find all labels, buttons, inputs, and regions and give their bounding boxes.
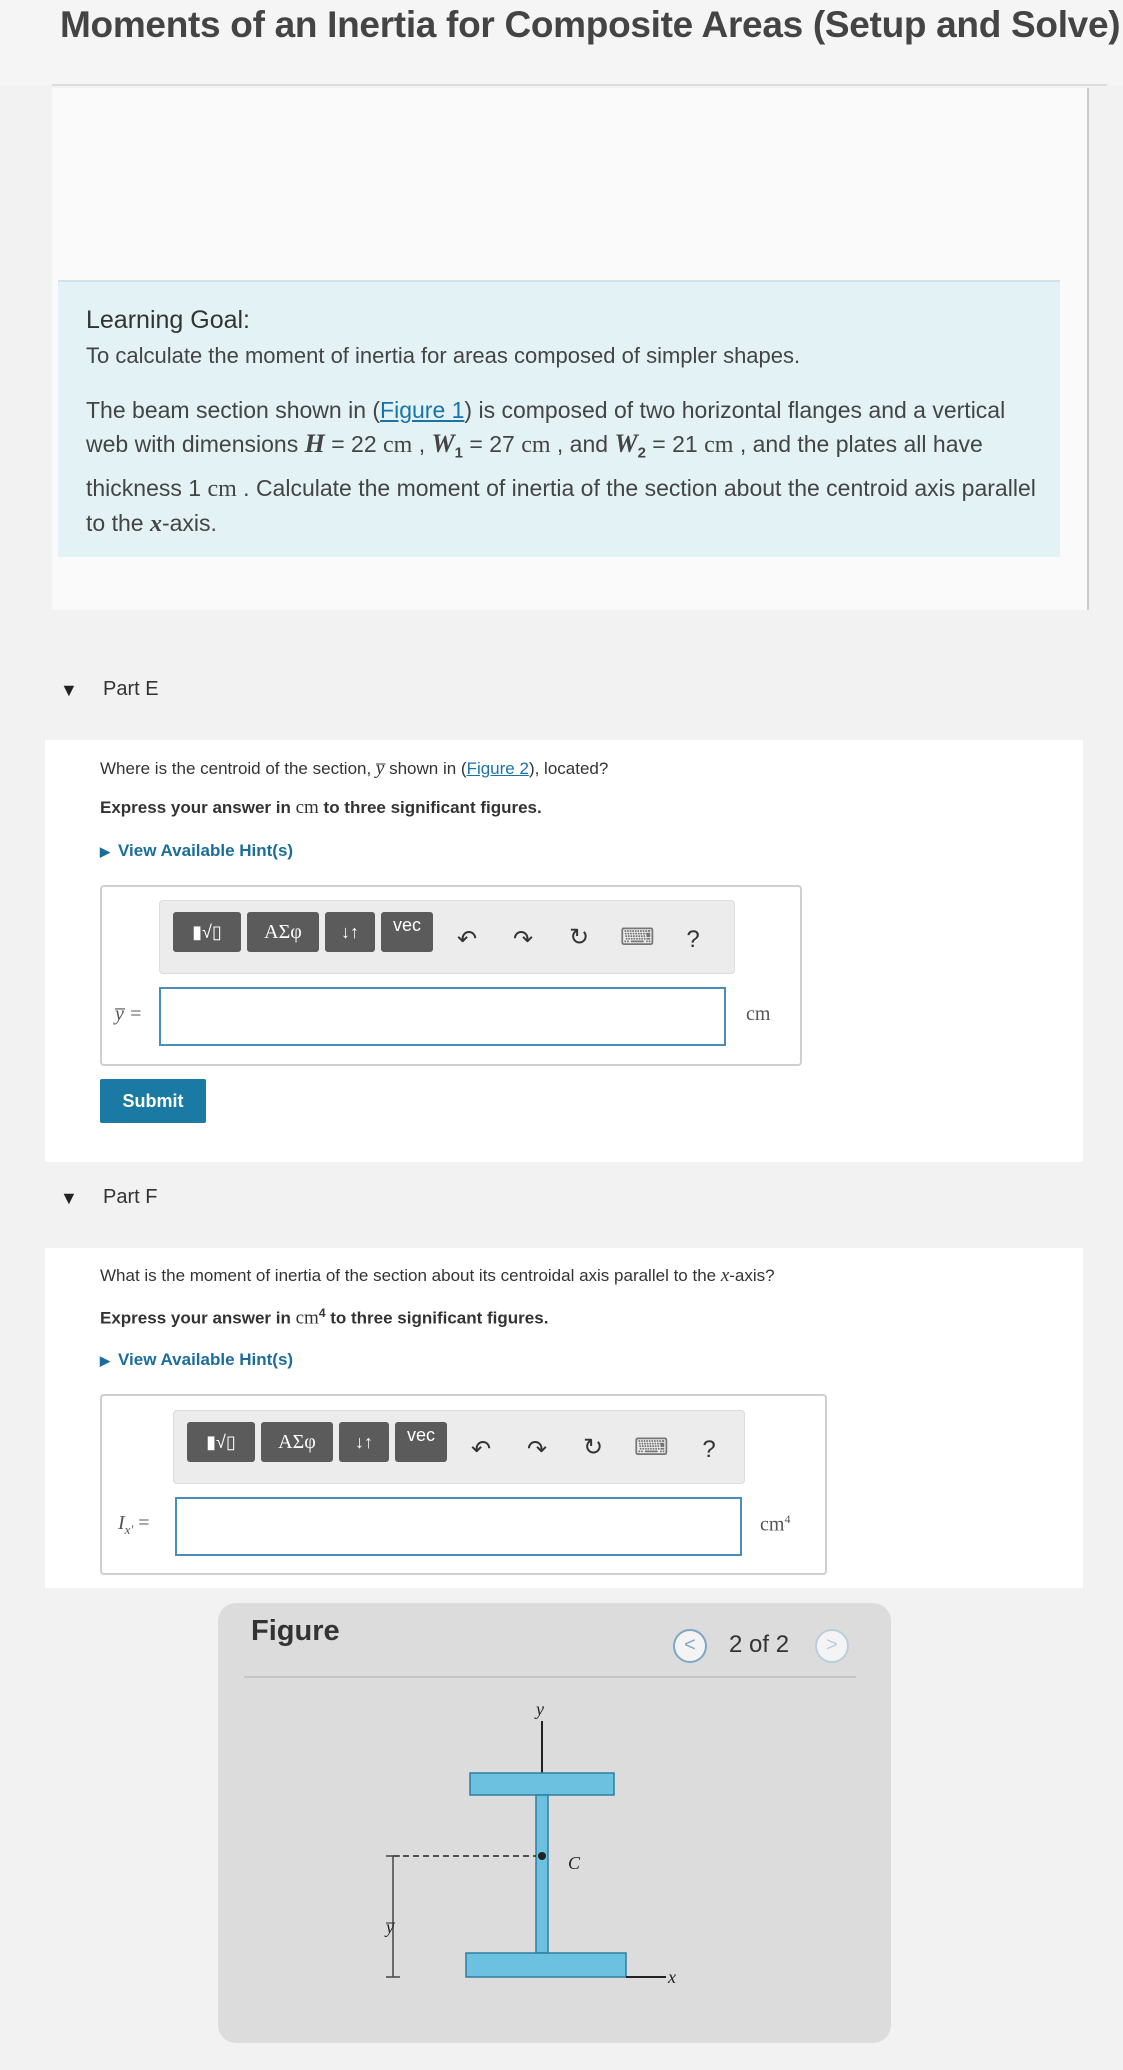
centroid-label: C (568, 1853, 581, 1873)
collapse-triangle-icon[interactable]: ▼ (60, 1188, 78, 1208)
part-e-variable-label: y̅ = (115, 1003, 143, 1025)
help-icon[interactable]: ? (686, 926, 700, 953)
part-f-variable-label: $I_{x'}$ = (118, 1512, 150, 1537)
part-e-answer-input[interactable] (159, 987, 726, 1046)
keyboard-icon[interactable]: ⌨ (634, 1434, 669, 1461)
part-f-instructions: Express your answer in $cm^4$ to three significant figures. (100, 1306, 549, 1329)
part-e-unit: cm (746, 1003, 771, 1025)
centroid-dot (538, 1852, 546, 1860)
learning-goal-heading: Learning Goal: (86, 306, 251, 334)
reset-icon[interactable]: ↻ (582, 1434, 604, 1461)
page-title: Moments of an Inertia for Composite Areas (Setup and Solve) (60, 4, 1121, 45)
keyboard-icon[interactable]: ⌨ (620, 924, 655, 951)
part-e-instructions: Express your answer in cm to three significant figures. (100, 797, 542, 818)
beam-section-diagram (218, 1603, 891, 2043)
figure-next-button[interactable]: > (815, 1629, 849, 1663)
part-f-unit: $cm^4$ (760, 1512, 791, 1536)
arrows-button[interactable]: ↓↑ (325, 912, 375, 952)
top-flange (470, 1773, 614, 1795)
learning-goal-text: To calculate the moment of inertia for areas composed of simpler shapes. (86, 343, 801, 368)
part-f-answer-input[interactable] (175, 1497, 742, 1556)
part-f-label: Part F (103, 1186, 158, 1208)
ybar-label: y̅ (386, 1917, 394, 1937)
y-axis-label: y (536, 1699, 544, 1719)
figure-2-link[interactable]: Figure 2 (466, 759, 529, 778)
undo-icon[interactable]: ↶ (470, 1436, 492, 1463)
part-e-hint-link[interactable]: ▶ View Available Hint(s) (100, 841, 294, 860)
bottom-flange (466, 1953, 626, 1977)
web (536, 1795, 548, 1953)
submit-button[interactable]: Submit (100, 1079, 206, 1123)
help-icon[interactable]: ? (702, 1436, 716, 1463)
arrows-button[interactable]: ↓↑ (339, 1422, 389, 1462)
undo-icon[interactable]: ↶ (456, 926, 478, 953)
redo-icon[interactable]: ↷ (526, 1436, 548, 1463)
right-divider (1087, 88, 1089, 610)
templates-button[interactable]: ▮√▯ (173, 912, 241, 952)
vector-button[interactable]: vec (381, 912, 433, 952)
part-e-question: Where is the centroid of the section, y̅ shown in (Figure 2), located? (100, 758, 609, 779)
x-axis-label: x (668, 1967, 676, 1987)
part-e-header[interactable] (0, 658, 1123, 720)
figure-1-link[interactable]: Figure 1 (380, 397, 465, 423)
reset-icon[interactable]: ↻ (568, 924, 590, 951)
collapse-triangle-icon[interactable]: ▼ (60, 680, 78, 700)
figure-prev-button[interactable]: < (673, 1629, 707, 1663)
redo-icon[interactable]: ↷ (512, 926, 534, 953)
vector-button[interactable]: vec (395, 1422, 447, 1462)
greek-symbols-button[interactable]: ΑΣφ (247, 912, 319, 952)
part-e-label: Part E (103, 678, 159, 700)
part-f-hint-link[interactable]: ▶ View Available Hint(s) (100, 1350, 294, 1369)
templates-button[interactable]: ▮√▯ (187, 1422, 255, 1462)
problem-statement: The beam section shown in (Figure 1) is composed of two horizontal flanges and a vertical web with dimensions H = 22 cm , $W_1 = 27$ cm , and $W_2 = 21$ cm , and the plates all have thickness 1 cm . Calculate the moment of inertia of the section about the centroid axis parallel to the x-axis. (86, 397, 1036, 537)
figure-title: Figure (251, 1615, 340, 1647)
part-f-header[interactable] (0, 1166, 1123, 1228)
title-divider (52, 84, 1107, 86)
part-f-question: What is the moment of inertia of the section about its centroidal axis parallel to the x-axis? (100, 1265, 775, 1286)
figure-pager-text: 2 of 2 (729, 1631, 790, 1658)
greek-symbols-button[interactable]: ΑΣφ (261, 1422, 333, 1462)
